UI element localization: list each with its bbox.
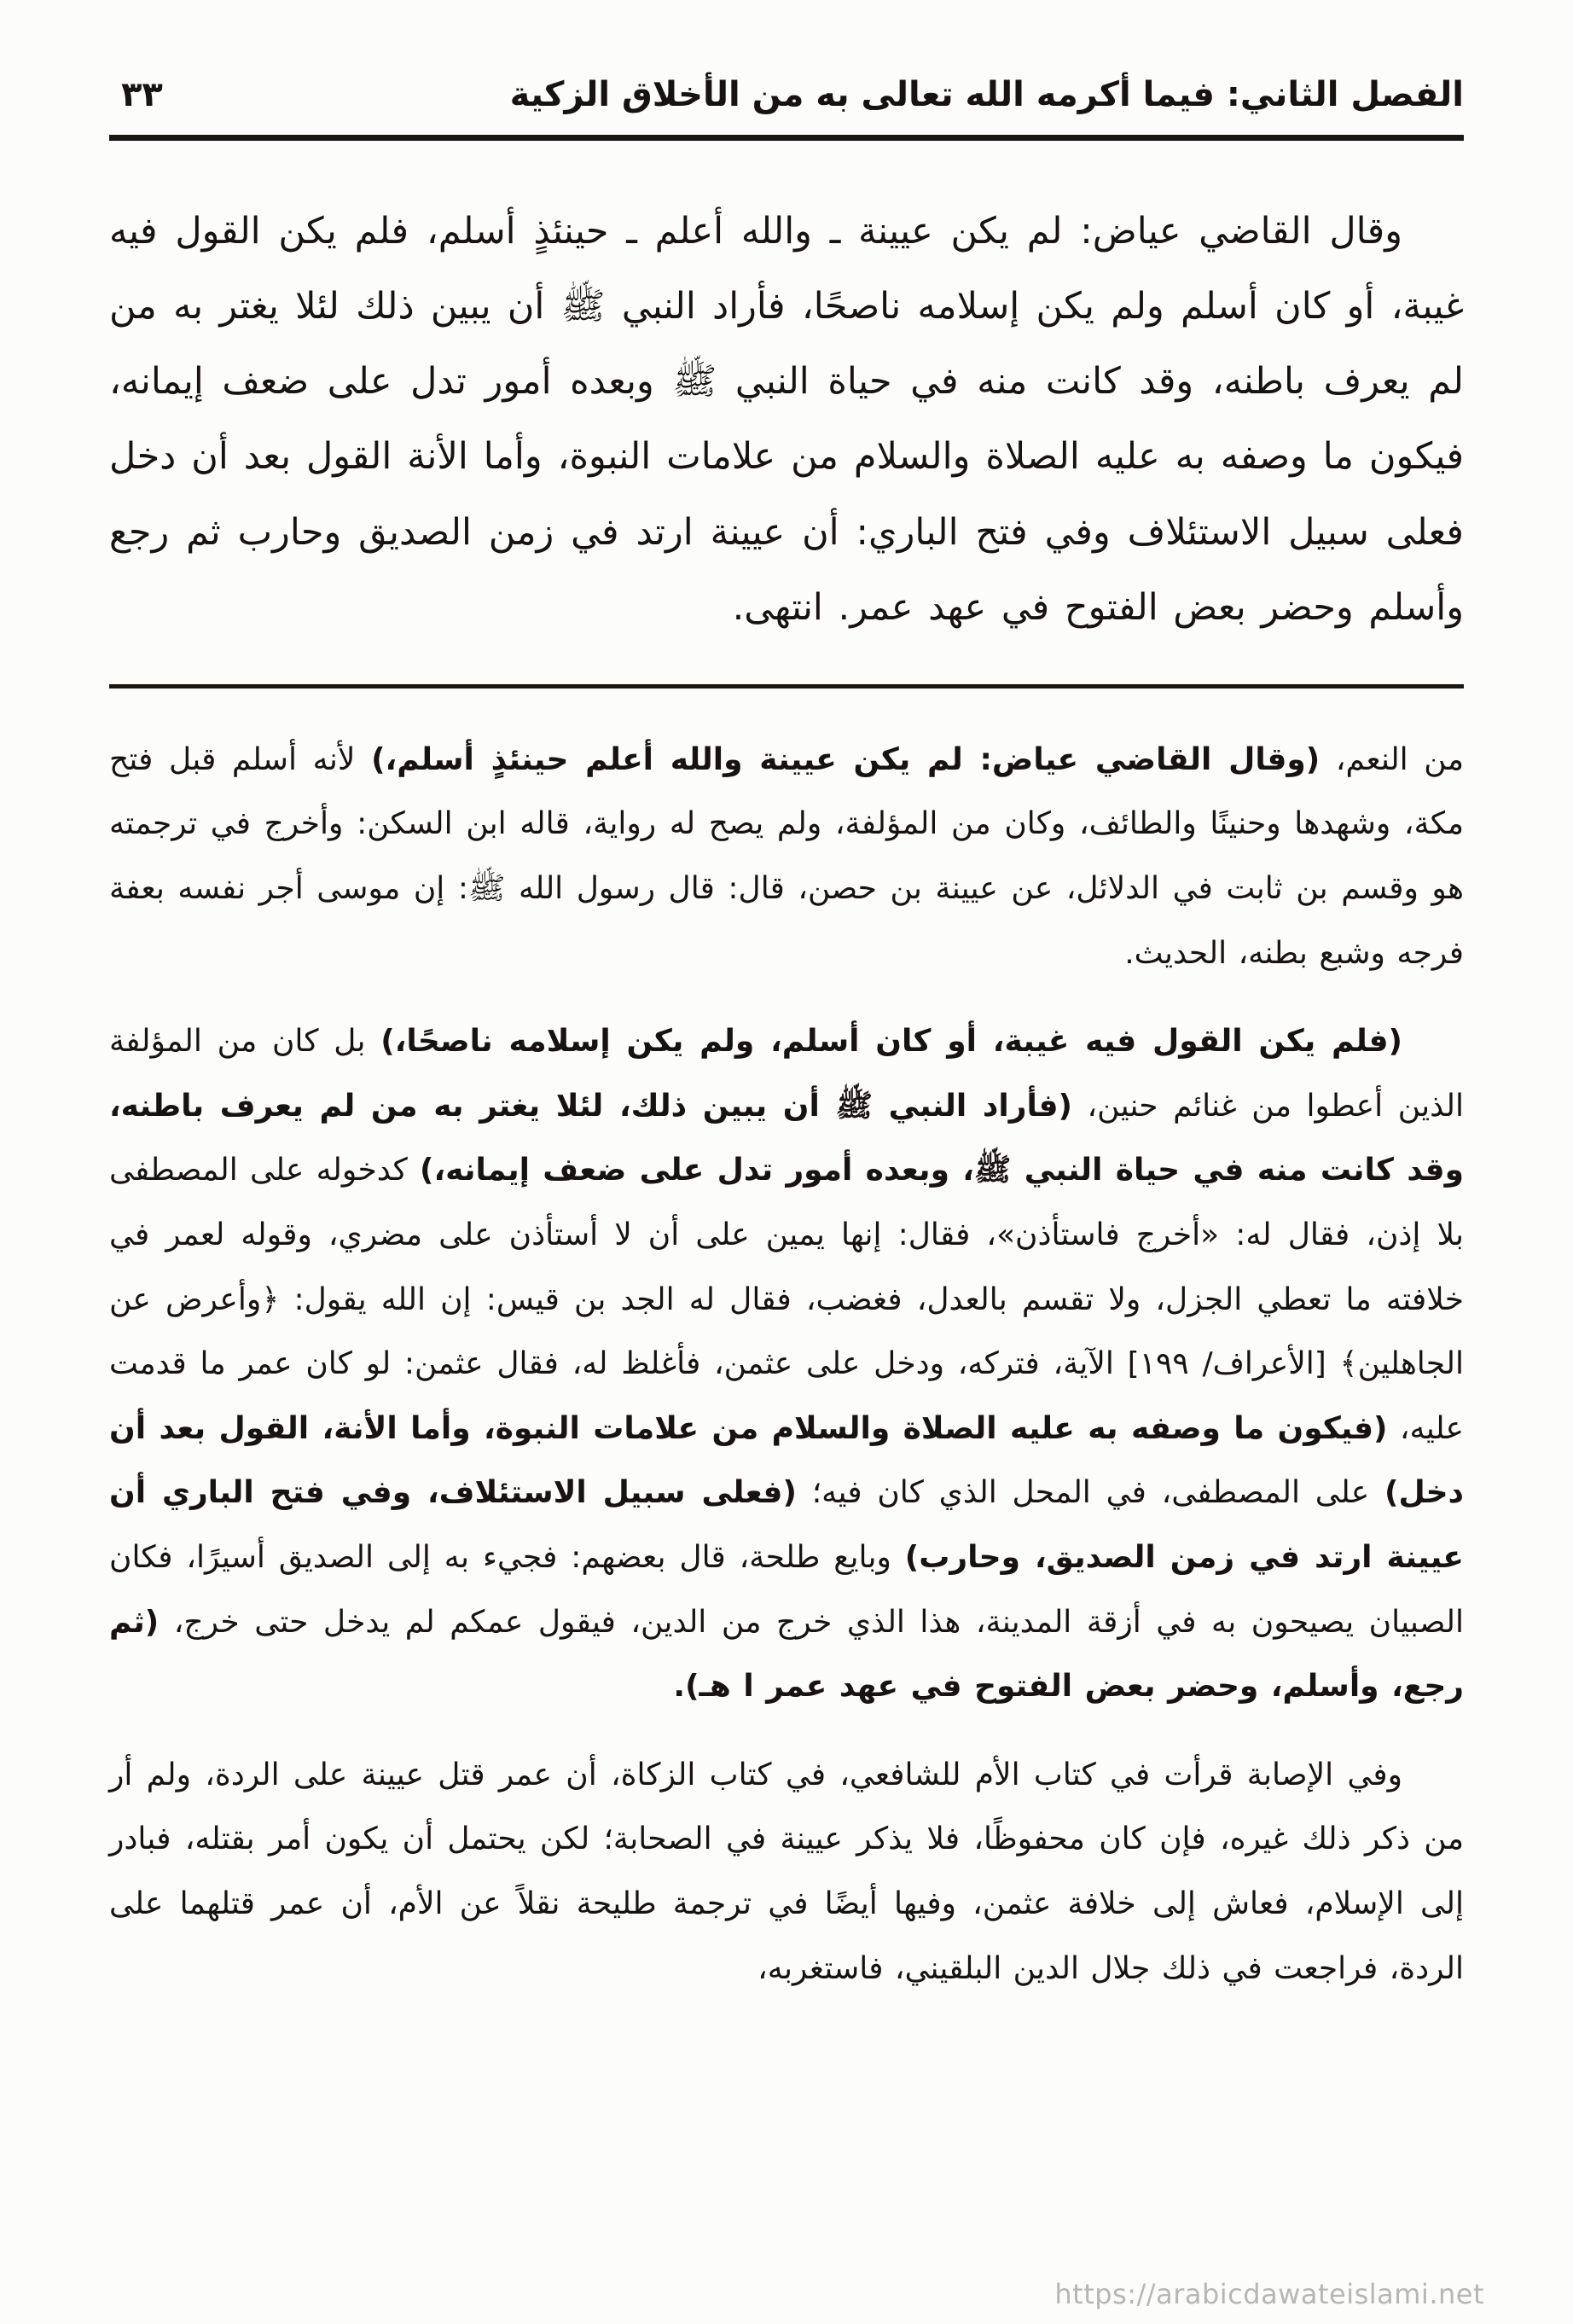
paragraph bbox=[109, 728, 1464, 985]
chapter-title: الفصل الثاني: فيما أكرمه الله تعالى به من الأخلاق الزكية bbox=[509, 75, 1464, 114]
quoted-matn-segment: (فلم يكن القول فيه غيبة، أو كان أسلم، ولم يكن إسلامه ناصحًا،) bbox=[380, 1024, 1403, 1060]
quoted-matn-segment: (ثم رجع، وأسلم، وحضر بعض الفتوح في عهد عمر ا هـ). bbox=[109, 1604, 1464, 1705]
page-header bbox=[109, 75, 1464, 114]
text-segment: على المصطفى، في المحل الذي كان فيه؛ bbox=[796, 1475, 1384, 1511]
text-segment: لأنه أسلم قبل فتح مكة، وشهدها وحنينًا والطائف، وكان من المؤلفة، ولم يصح له رواية، قاله ابن السكن: وأخرج في ترجمته هو وقسم بن ثابت في الدلائل، عن عيينة بن حصن، قال: قال رسول الله ﷺ: إن موسى أجر نفسه بعفة فرجه وشبع بطنه، الحديث. bbox=[109, 741, 1464, 971]
text-segment: وقال القاضي عياض: لم يكن عيينة ـ والله أعلم ـ حينئذٍ أسلم، فلم يكن القول فيه غيبة، أو كان أسلم ولم يكن إسلامه ناصحًا، فأراد النبي ﷺ أن يبين ذلك لئلا يغتر به من لم يعرف باطنه، وقد كانت منه في حياة النبي ﷺ وبعده أمور تدل على ضعف إيمانه، فيكون ما وصفه به عليه الصلاة والسلام من علامات النبوة، وأما الأنة القول بعد أن دخل فعلى سبيل الاستئلاف وفي فتح الباري: أن عيينة ارتد في زمن الصديق وحارب ثم رجع وأسلم وحضر بعض الفتوح في عهد عمر. انتهى. bbox=[109, 210, 1464, 629]
quoted-matn-segment: (فعلى سبيل الاستئلاف، وفي فتح الباري أن عيينة ارتد في زمن الصديق، وحارب) bbox=[109, 1475, 1465, 1575]
text-segment: من النعم، bbox=[1320, 741, 1464, 777]
paragraph bbox=[109, 194, 1464, 645]
text-segment: وبايع طلحة، قال بعضهم: فجيء به إلى الصديق أسيرًا، فكان الصبيان يصيحون به في أزقة المدينة، هذا الذي خرج من الدين، فيقول عمكم لم يدخل حتى خرج، bbox=[109, 1539, 1464, 1640]
text-segment: وفي الإصابة قرأت في كتاب الأم للشافعي، في كتاب الزكاة، أن عمر قتل عيينة على الردة، ولم أر من ذكر ذلك غيره، فإن كان محفوظًا، فلا يذكر عيينة في الصحابة؛ لكن يحتمل أن يكون أمر بقتله، فبادر إلى الإسلام، فعاش إلى خلافة عثمن، وفيها أيضًا في ترجمة طليحة نقلاً عن الأم، أن عمر قتلهما على الردة، فراجعت في ذلك جلال الدين البلقيني، فاستغربه، bbox=[109, 1757, 1464, 1986]
watermark-url: https://arabicdawateislami.net bbox=[1054, 2278, 1484, 2310]
paragraph bbox=[109, 1009, 1464, 1719]
quoted-matn-segment: (فيكون ما وصفه به عليه الصلاة والسلام من علامات النبوة، وأما الأنة، القول بعد أن دخل) bbox=[109, 1410, 1464, 1511]
matn-text-block bbox=[109, 194, 1464, 645]
quoted-matn-segment: (فأراد النبي ﷺ أن يبين ذلك، لئلا يغتر به من لم يعرف باطنه، وقد كانت منه في حياة النبي ﷺ، وبعده أمور تدل على ضعف إيمانه،) bbox=[109, 1088, 1464, 1188]
text-segment: كدخوله على المصطفى بلا إذن، فقال له: «أخرج فاستأذن»، فقال: إنها يمين على أن لا أستأذن على مضري، وقوله لعمر في خلافته ما تعطي الجزل، ولا تقسم بالعدل، فغضب، فقال له الجد بن قيس: إن الله يقول: ﴿وأعرض عن الجاهلين﴾ [الأعراف/ ١٩٩] الآية، فتركه، ودخل على عثمن، فأغلظ له، فقال عثمن: لو كان عمر ما قدمت عليه، bbox=[109, 1153, 1465, 1446]
section-divider bbox=[109, 684, 1464, 688]
paragraph bbox=[109, 1743, 1464, 2001]
header-divider bbox=[109, 135, 1464, 141]
commentary-text-block bbox=[109, 728, 1464, 2001]
quoted-matn-segment: (وقال القاضي عياض: لم يكن عيينة والله أعلم حينئذٍ أسلم،) bbox=[371, 741, 1321, 777]
text-segment: بل كان من المؤلفة الذين أعطوا من غنائم حنين، bbox=[109, 1024, 1465, 1124]
page-number: ٣٣ bbox=[121, 75, 163, 114]
